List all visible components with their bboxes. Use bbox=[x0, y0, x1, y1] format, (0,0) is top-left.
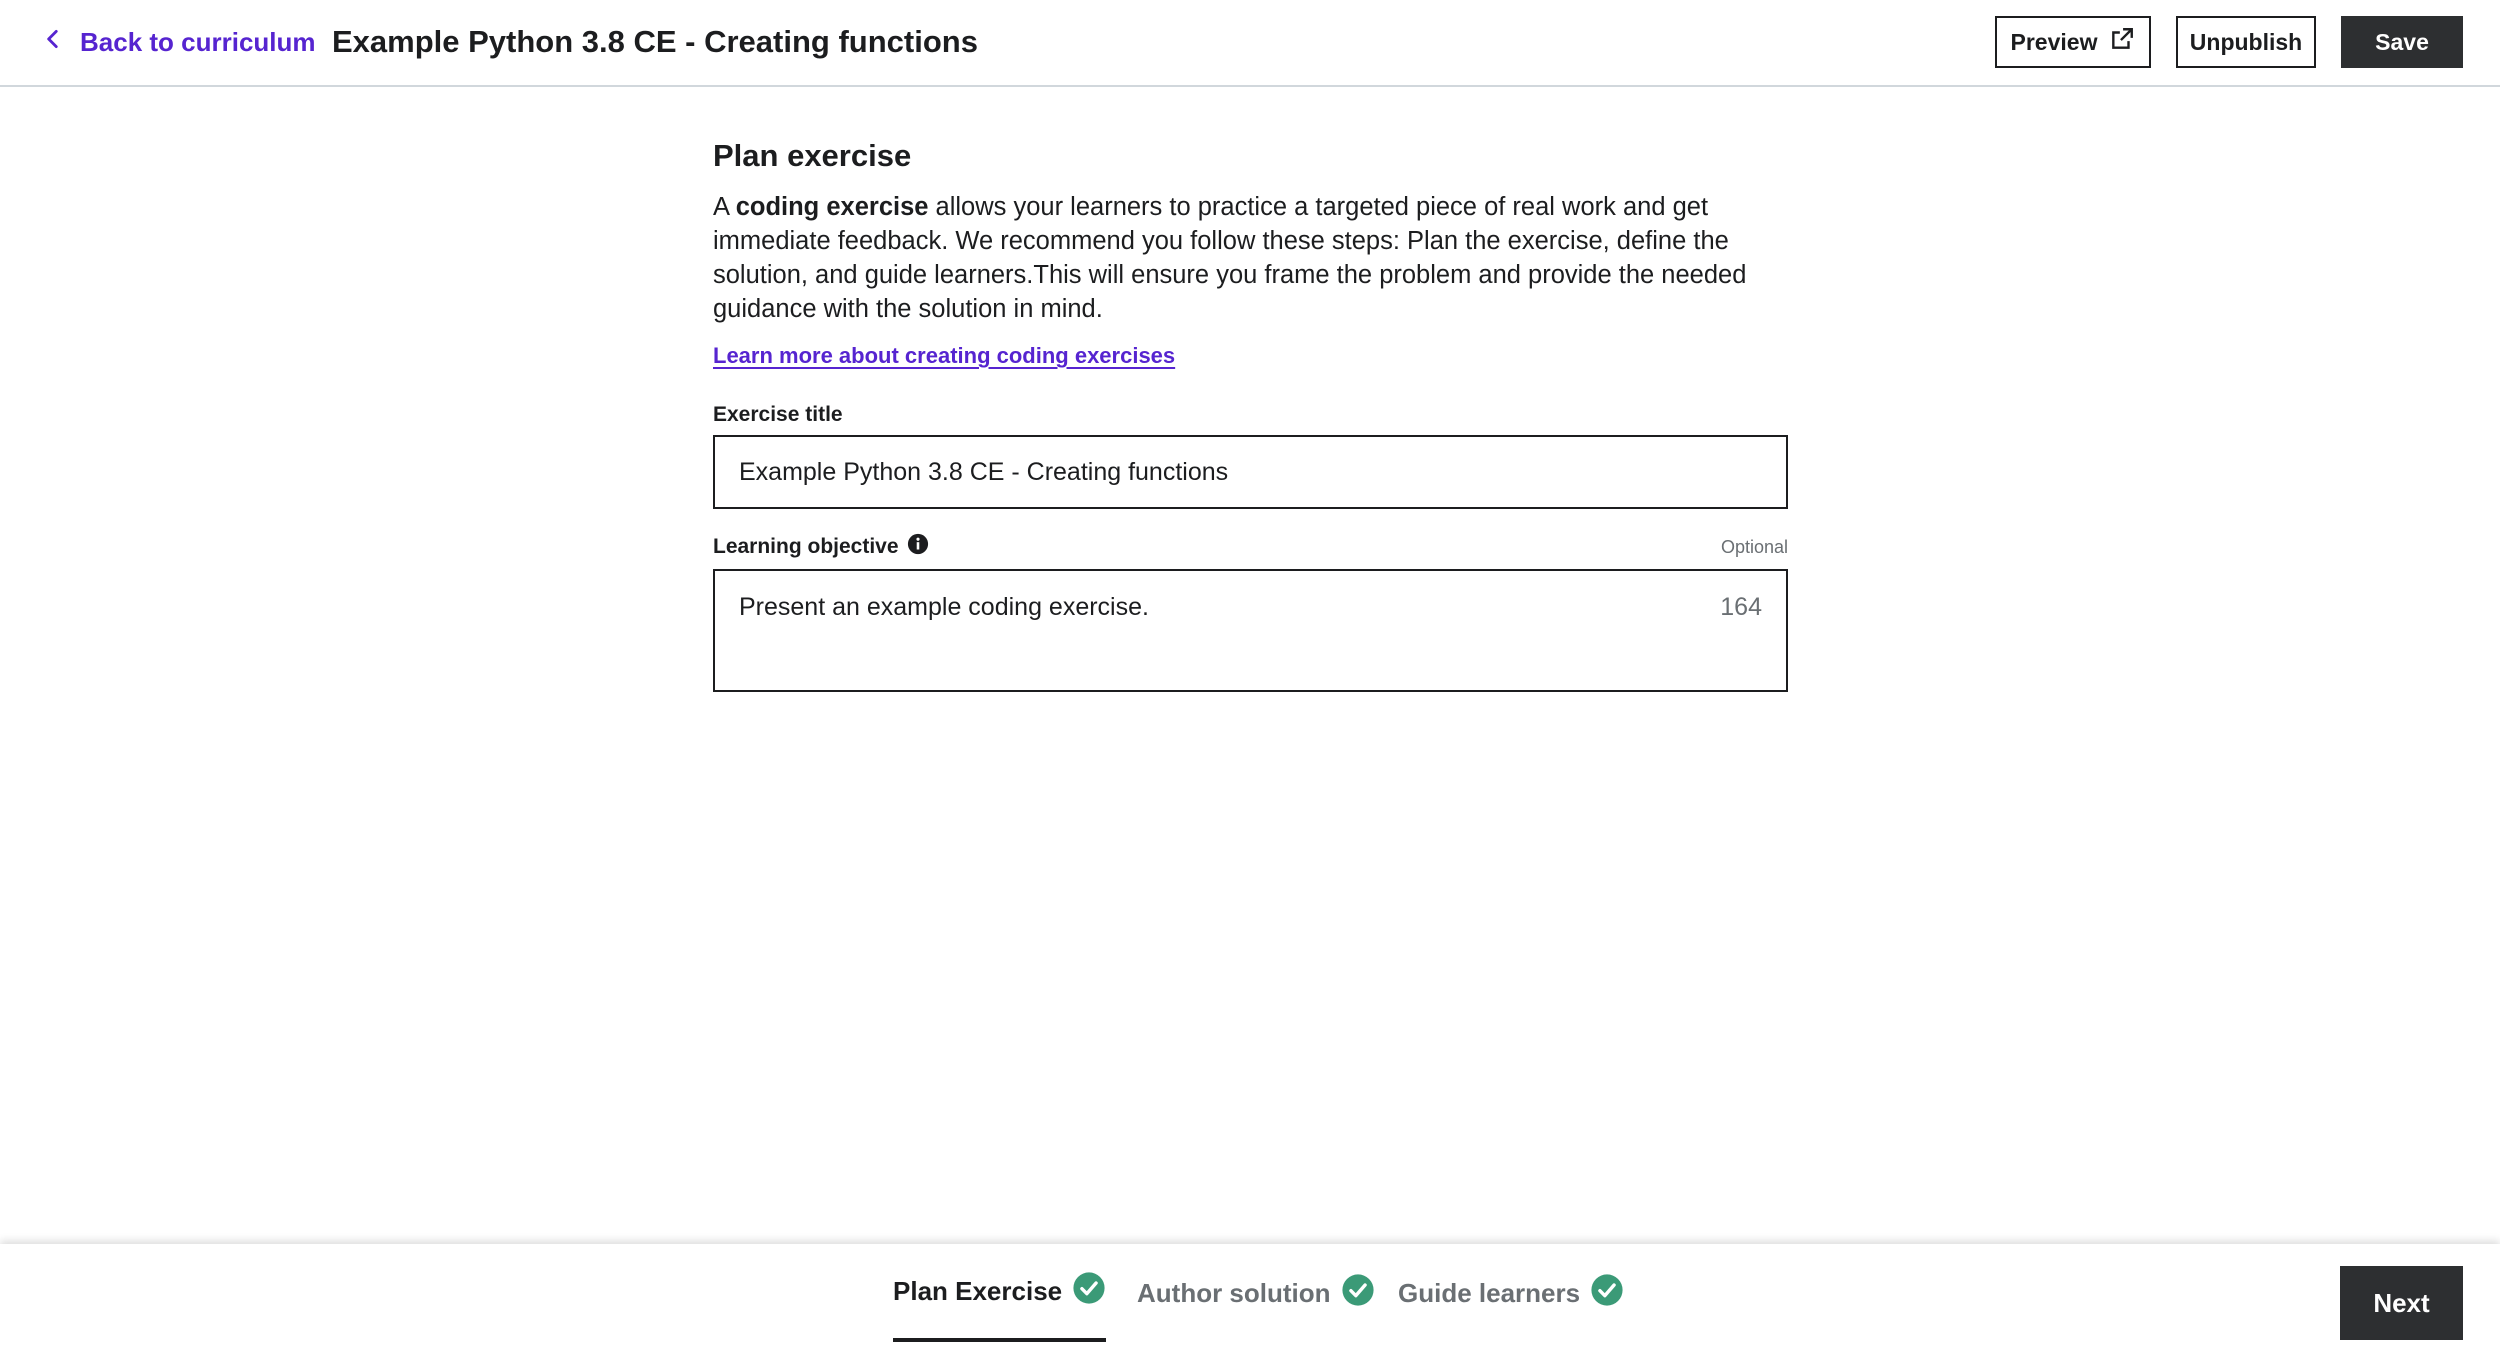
preview-button-label: Preview bbox=[2010, 28, 2098, 55]
learning-objective-label: Learning objective bbox=[713, 535, 899, 558]
step-label: Guide learners bbox=[1398, 1277, 1581, 1308]
preview-button[interactable] bbox=[1995, 16, 2151, 68]
check-circle-icon bbox=[1072, 1271, 1106, 1312]
external-link-icon bbox=[2109, 26, 2135, 58]
page-title: Example Python 3.8 CE - Creating functions bbox=[332, 24, 978, 59]
footer-stepper bbox=[0, 1244, 2500, 1357]
check-circle-icon bbox=[1341, 1273, 1375, 1314]
learn-more-link[interactable]: Learn more about creating coding exercises bbox=[713, 343, 1176, 368]
step-label: Author solution bbox=[1137, 1277, 1331, 1308]
intro-text: A coding exercise allows your learners to practice a targeted piece of real work and get immediate feedback. We recommend you follow these steps: Plan the exercise, define the solution, and guide learners.This will ensure you frame the problem and provide the needed guidance with the solution in mind. bbox=[713, 193, 1747, 323]
exercise-title-group bbox=[713, 403, 1788, 509]
learning-objective-textarea[interactable] bbox=[713, 569, 1788, 692]
plan-exercise-form bbox=[713, 130, 1788, 692]
learning-objective-group bbox=[713, 533, 1788, 692]
chevron-left-icon bbox=[40, 26, 66, 59]
step-label: Plan Exercise bbox=[893, 1275, 1063, 1306]
optional-tag: Optional bbox=[1720, 536, 1788, 557]
learning-objective-label-row bbox=[713, 533, 929, 561]
check-circle-icon bbox=[1590, 1273, 1624, 1314]
exercise-title-label: Exercise title bbox=[713, 403, 843, 426]
next-button[interactable]: Next bbox=[2340, 1266, 2463, 1340]
back-to-curriculum-link[interactable] bbox=[40, 22, 316, 62]
character-count: 164 bbox=[1720, 593, 1762, 621]
step-author-solution[interactable] bbox=[1137, 1244, 1375, 1342]
section-title: Plan exercise bbox=[713, 138, 912, 173]
top-bar bbox=[0, 0, 2500, 87]
back-link-label: Back to curriculum bbox=[80, 26, 316, 57]
unpublish-button[interactable]: Unpublish bbox=[2176, 16, 2316, 68]
learning-objective-value: Present an example coding exercise. bbox=[739, 593, 1149, 621]
step-guide-learners[interactable] bbox=[1398, 1244, 1624, 1342]
info-icon[interactable] bbox=[907, 533, 929, 561]
step-plan-exercise[interactable] bbox=[893, 1244, 1106, 1342]
save-button[interactable]: Save bbox=[2341, 16, 2463, 68]
exercise-title-input[interactable]: Example Python 3.8 CE - Creating functions bbox=[713, 435, 1788, 509]
